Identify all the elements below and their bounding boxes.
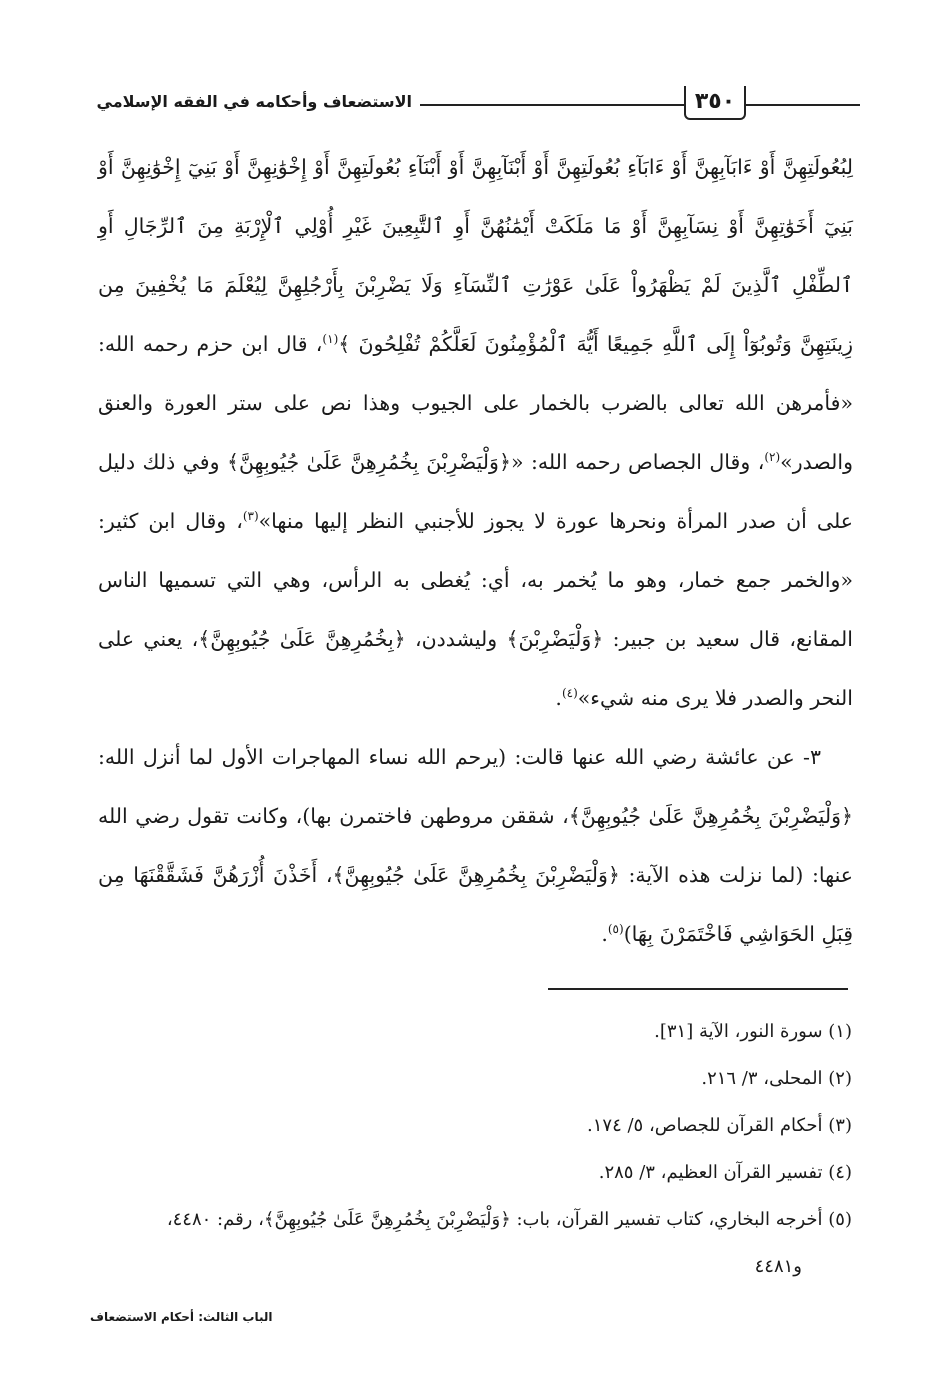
paragraph-2-end: .: [601, 922, 608, 946]
footnote-5-continued: و٤٤٨١: [754, 1256, 802, 1277]
footer-chapter-label: الباب الثالث: أحكام الاستضعاف: [90, 1310, 273, 1324]
footnote-2: (٢) المحلى، ٣/ ٢١٦.: [701, 1068, 852, 1089]
footnote-ref-5: (٥): [607, 922, 624, 937]
paragraph-2-text: ٣- عن عائشة رضي الله عنها قالت: (يرحم الله نساء المهاجرات الأول لما أنزل الله: ﴿وَلْيَضْرِبْنَ بِخُمُرِهِنَّ عَلَىٰ جُيُوبِهِنَّ﴾، شققن مروطهن فاختمرن بها)، وكانت تقول رضي الله عنها: (لما نزلت هذه الآية: ﴿وَلْيَضْرِبْنَ بِخُمُرِهِنَّ عَلَىٰ جُيُوبِهِنَّ﴾، أَخَذْنَ أُزْرَهُنَّ فَشَقَّقْنَهَا مِن قِبَلِ الحَوَاشِي فَاخْتَمَرْنَ بِهَا): [98, 745, 853, 946]
page-header: [96, 82, 860, 122]
paragraph-1: [98, 138, 853, 728]
footnotes: [100, 1008, 852, 1290]
footnote-ref-3: (٣): [242, 509, 259, 524]
paragraph-2: [98, 728, 853, 964]
footnote-ref-1: (١): [322, 332, 339, 347]
footnote-4: (٤) تفسير القرآن العظيم، ٣/ ٢٨٥.: [598, 1162, 852, 1183]
paragraph-1-text-c: ، وقال ابن كثير: «والخمر جمع خمار، وهو ما يُخمر به، أي: يُغطى به الرأس، وهي التي تسميها الناس المقانع، قال سعيد بن جبير: ﴿وَلْيَضْرِبْنَ﴾ وليشددن، ﴿بِخُمُرِهِنَّ عَلَىٰ جُيُوبِهِنَّ﴾، يعني على النحر والصدر فلا يرى منه شيء»: [98, 509, 853, 710]
footnote-3: (٣) أحكام القرآن للجصاص، ٥/ ١٧٤.: [587, 1115, 852, 1136]
footnote-1: (١) سورة النور، الآية [٣١].: [654, 1021, 852, 1042]
paragraph-1-end: .: [555, 686, 562, 710]
running-title: الاستضعاف وأحكامه في الفقه الإسلامي: [89, 90, 420, 114]
quran-verse: لِبُعُولَتِهِنَّ أَوْ ءَابَآبِهِنَّ أَوْ ءَابَآءِ بُعُولَتِهِنَّ أَوْ أَبْنَآبِهِنَّ أَوْ أَبْنَآءِ بُعُولَتِهِنَّ أَوْ إِخْوَٰنِهِنَّ أَوْ بَنِيٓ إِخْوَٰنِهِنَّ أَوْ بَنِيٓ أَخَوَٰتِهِنَّ أَوْ نِسَآبِهِنَّ أَوْ مَا مَلَكَتْ أَيْمَٰنُهُنَّ أَوِ ٱلتَّٰبِعِينَ غَيْرِ أُوْلِي ٱلْإِرْبَةِ مِنَ ٱلرِّجَالِ أَوِ ٱلطِّفْلِ ٱلَّذِينَ لَمْ يَظْهَرُواْ عَلَىٰ عَوْرَٰتِ ٱلنِّسَآءِ وَلَا يَضْرِبْنَ بِأَرْجُلِهِنَّ لِيُعْلَمَ مَا يُخْفِينَ مِن زِينَتِهِنَّ وَتُوبُوٓاْ إِلَى ٱللَّهِ جَمِيعًا أَيُّهَ ٱلْمُؤْمِنُونَ لَعَلَّكُمْ تُفْلِحُونَ ﴾: [98, 155, 853, 356]
main-text: [98, 138, 853, 964]
page-number: ٣٥٠: [684, 86, 746, 120]
footnote-5: (٥) أخرجه البخاري، كتاب تفسير القرآن، باب: ﴿وَلْيَضْرِبْنَ بِخُمُرِهِنَّ عَلَىٰ جُيُوبِهِنَّ﴾، رقم: ٤٤٨٠،: [166, 1209, 852, 1230]
paragraph-1-text-b: ، وقال الجصاص رحمه الله: «﴿وَلْيَضْرِبْنَ بِخُمُرِهِنَّ عَلَىٰ جُيُوبِهِنَّ﴾ وفي ذلك دليل على أن صدر المرأة ونحرها عورة لا يجوز للأجنبي النظر إليها منها»: [98, 450, 853, 533]
footnote-separator: [548, 988, 848, 990]
footnote-ref-4: (٤): [561, 686, 578, 701]
page-footer: [90, 1306, 290, 1325]
paragraph-1-text-a: ، قال ابن حزم رحمه الله: «فأمرهن الله تعالى بالضرب بالخمار على الجيوب وهذا نص على ستر العورة والعنق والصدر»: [98, 332, 853, 474]
footnote-ref-2: (٢): [764, 450, 781, 465]
